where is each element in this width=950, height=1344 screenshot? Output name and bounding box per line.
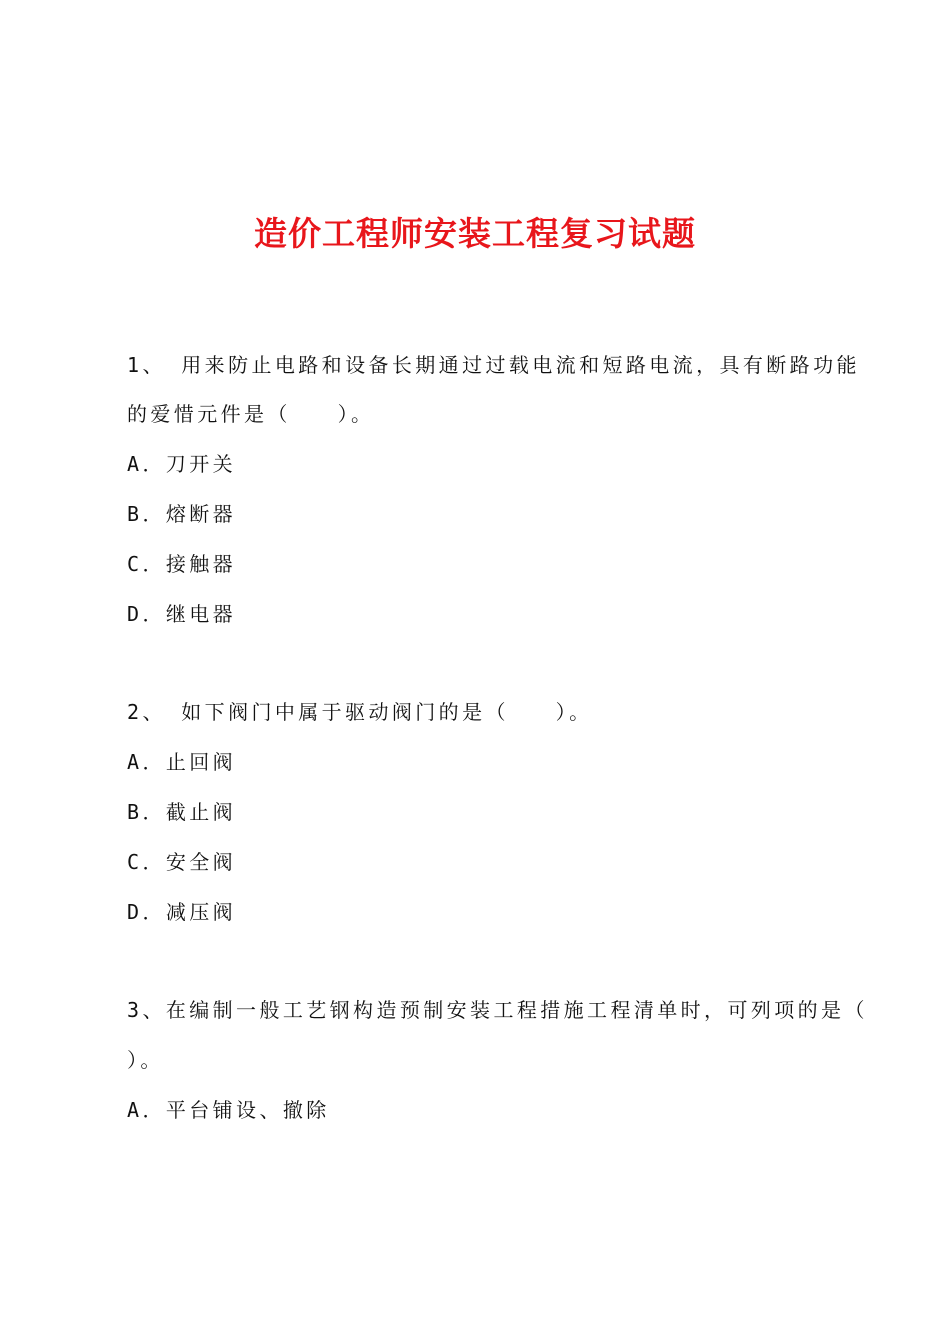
question-2-option-a: A．止回阀 — [127, 750, 237, 774]
question-2-text-line-1: 2、 如下阀门中属于驱动阀门的是（ ）。 — [127, 700, 593, 724]
question-3-option-a: A．平台铺设、撤除 — [127, 1098, 330, 1122]
question-1-option-a: A．刀开关 — [127, 452, 237, 476]
question-2-option-c: C．安全阀 — [127, 850, 237, 874]
question-2-option-b: B．截止阀 — [127, 800, 237, 824]
question-1-text-line-2: 的爱惜元件是（ ）。 — [127, 402, 375, 426]
document-title: 造价工程师安装工程复习试题 — [254, 214, 696, 253]
question-1-option-d: D．继电器 — [127, 602, 237, 626]
question-3-text-line-1: 3、在编制一般工艺钢构造预制安装工程措施工程清单时，可列项的是（ — [127, 998, 868, 1022]
question-2-option-d: D．减压阀 — [127, 900, 237, 924]
question-3-text-line-2: ）。 — [127, 1048, 164, 1072]
question-1-option-b: B．熔断器 — [127, 502, 237, 526]
question-1-option-c: C．接触器 — [127, 552, 237, 576]
question-1-text-line-1: 1、 用来防止电路和设备长期通过过载电流和短路电流，具有断路功能 — [127, 353, 860, 377]
